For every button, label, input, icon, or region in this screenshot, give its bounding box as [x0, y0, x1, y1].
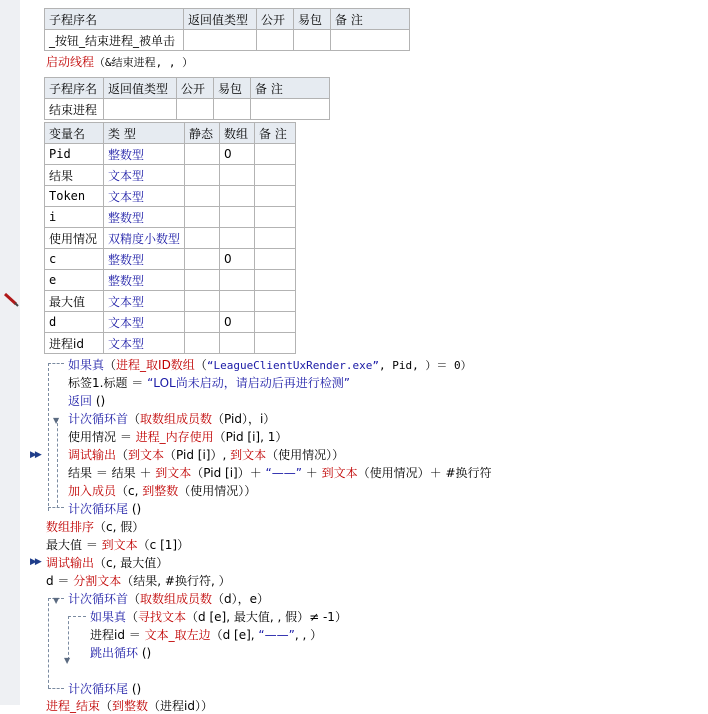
var-static[interactable]	[185, 144, 220, 165]
table-row	[45, 333, 296, 354]
code-line[interactable]	[46, 554, 168, 571]
var-name[interactable]: c	[45, 249, 104, 270]
code-text: （	[128, 412, 141, 426]
code-text: , , ）	[294, 628, 323, 642]
table-row	[45, 186, 296, 207]
code-line[interactable]	[68, 482, 256, 499]
code-line[interactable]	[68, 374, 350, 391]
code-line[interactable]	[46, 53, 193, 70]
keyword: 调试输出	[46, 556, 95, 570]
table-cell[interactable]	[331, 30, 410, 51]
code-line[interactable]	[68, 590, 269, 607]
header-cell: 返回值类型	[104, 78, 177, 99]
editor-gutter	[0, 0, 20, 705]
code-text: （c, 最大值）	[94, 556, 169, 570]
code-text: （进程id））	[148, 699, 213, 713]
code-line[interactable]	[68, 464, 492, 481]
table-cell[interactable]	[257, 30, 294, 51]
var-name[interactable]: 结果	[45, 165, 104, 186]
var-name[interactable]: Token	[45, 186, 104, 207]
flow-arrow-icon: ▼	[64, 656, 71, 665]
keyword: 加入成员	[68, 484, 117, 498]
code-line[interactable]	[68, 428, 287, 445]
code-text: （Pid [i], 1）	[213, 430, 288, 444]
code-text: （d [e], 最大值, , 假）≠ -1）	[186, 610, 347, 624]
keyword: 如果真	[90, 610, 127, 624]
function-name: 进程_取ID数组	[116, 358, 195, 372]
code-text: （c,	[116, 484, 143, 498]
function-name: 到文本	[101, 538, 138, 552]
var-array[interactable]	[220, 186, 255, 207]
var-name[interactable]: d	[45, 312, 104, 333]
table-row	[45, 207, 296, 228]
var-name[interactable]: i	[45, 207, 104, 228]
var-name[interactable]: Pid	[45, 144, 104, 165]
var-name[interactable]: 进程id	[45, 333, 104, 354]
var-note[interactable]	[255, 333, 296, 354]
keyword: 跳出循环	[90, 646, 139, 660]
code-text: （	[128, 592, 141, 606]
code-line[interactable]	[68, 356, 472, 373]
var-note[interactable]	[255, 291, 296, 312]
var-static[interactable]	[185, 186, 220, 207]
function-name: 文本_取左边	[144, 628, 211, 642]
code-text: （c, 假）	[94, 520, 145, 534]
var-note[interactable]	[255, 249, 296, 270]
function-name: 寻找文本	[138, 610, 187, 624]
flow-guide	[48, 507, 64, 508]
function-name: 取数组成员数	[140, 412, 213, 426]
table-row	[45, 144, 296, 165]
table-cell[interactable]	[214, 99, 251, 120]
keyword: 如果真	[68, 358, 105, 372]
header-cell: 易包	[214, 78, 251, 99]
header-cell: 备 注	[251, 78, 330, 99]
code-line[interactable]	[46, 536, 189, 553]
code-line[interactable]	[46, 697, 213, 714]
var-static[interactable]	[185, 270, 220, 291]
code-text: ()	[138, 646, 152, 660]
args: （&结束进程, , ）	[94, 56, 194, 69]
var-type[interactable]: 整数型	[104, 144, 185, 165]
function-name: 到文本	[155, 466, 192, 480]
code-text: 最大值 ＝	[46, 538, 102, 552]
var-array[interactable]	[220, 291, 255, 312]
code-line[interactable]	[68, 500, 141, 517]
code-text: ()	[128, 682, 142, 696]
function-name: 到整数	[142, 484, 179, 498]
var-array[interactable]: 0	[220, 249, 255, 270]
code-line[interactable]	[68, 410, 275, 427]
header-cell: 公开	[257, 9, 294, 30]
subroutine-name[interactable]: 结束进程	[45, 99, 104, 120]
flow-guide	[57, 418, 58, 508]
code-text: （	[116, 448, 129, 462]
var-static[interactable]	[185, 249, 220, 270]
var-note[interactable]	[255, 228, 296, 249]
flow-arrow-icon: ▼	[53, 416, 60, 425]
breakpoint-arrow-icon[interactable]: ▶▶	[30, 557, 40, 567]
function-name: 进程_内存使用	[135, 430, 214, 444]
code-text: （	[104, 358, 117, 372]
function-name: 到文本	[230, 448, 267, 462]
code-text: （c [1]）	[137, 538, 190, 552]
header-cell: 变量名	[45, 123, 104, 144]
var-name[interactable]: e	[45, 270, 104, 291]
header-cell: 易包	[294, 9, 331, 30]
header-cell: 备 注	[331, 9, 410, 30]
code-line[interactable]	[90, 626, 322, 643]
var-array[interactable]: 0	[220, 144, 255, 165]
function-name: 取数组成员数	[140, 592, 213, 606]
keyword: 计次循环尾	[68, 502, 129, 516]
flow-guide	[68, 616, 86, 617]
keyword: 计次循环首	[68, 412, 129, 426]
code-line[interactable]	[90, 644, 151, 661]
keyword: 返回	[68, 394, 93, 408]
string-literal: “——”	[258, 628, 295, 642]
code-line[interactable]	[68, 446, 344, 463]
code-line[interactable]	[46, 572, 231, 589]
function-name: 进程_结束	[46, 699, 101, 713]
table-cell[interactable]	[104, 99, 177, 120]
flow-guide	[68, 616, 69, 660]
header-cell: 返回值类型	[184, 9, 257, 30]
table-row	[45, 270, 296, 291]
var-type[interactable]: 双精度小数型	[104, 228, 185, 249]
string-literal: “LOL尚未启动，请启动后再进行检测”	[147, 376, 350, 390]
breakpoint-arrow-icon[interactable]: ▶▶	[30, 450, 40, 460]
table-row	[45, 312, 296, 333]
code-text: （使用情况）＋ #换行符	[357, 466, 492, 480]
header-cell: 公开	[177, 78, 214, 99]
var-static[interactable]	[185, 228, 220, 249]
var-type[interactable]: 文本型	[104, 291, 185, 312]
code-text: d ＝	[46, 574, 74, 588]
header-cell: 子程序名	[45, 78, 104, 99]
header-cell: 备 注	[255, 123, 296, 144]
code-text: （使用情况））	[178, 484, 257, 498]
header-cell: 子程序名	[45, 9, 184, 30]
function-name: 到整数	[112, 699, 149, 713]
var-array[interactable]	[220, 333, 255, 354]
table-row	[45, 228, 296, 249]
flow-guide	[48, 363, 49, 511]
code-text: （Pid [i]）,	[164, 448, 231, 462]
header-cell: 静态	[185, 123, 220, 144]
code-text: 使用情况 ＝	[68, 430, 136, 444]
code-text: ()	[92, 394, 106, 408]
var-type[interactable]: 整数型	[104, 270, 185, 291]
keyword: 计次循环首	[68, 592, 129, 606]
string-literal: “——”	[265, 466, 302, 480]
var-static[interactable]	[185, 333, 220, 354]
var-static[interactable]	[185, 291, 220, 312]
flow-guide	[48, 598, 49, 688]
code-text: （d），e）	[212, 592, 270, 606]
code-text: （Pid [i]）＋	[191, 466, 266, 480]
code-text: （	[194, 358, 207, 372]
var-type[interactable]: 文本型	[104, 165, 185, 186]
keyword: 调试输出	[68, 448, 117, 462]
subroutine-name[interactable]: _按钮_结束进程_被单击	[45, 30, 184, 51]
var-array[interactable]	[220, 207, 255, 228]
string-literal: “LeagueClientUxRender.exe”	[206, 359, 380, 372]
code-text: , Pid, ）＝ 0）	[379, 359, 472, 372]
code-text: ＋	[301, 466, 322, 480]
code-text: （结果, #换行符, ）	[121, 574, 231, 588]
table-row	[45, 165, 296, 186]
var-name[interactable]: 使用情况	[45, 228, 104, 249]
table-row	[45, 291, 296, 312]
table-row	[45, 249, 296, 270]
var-type[interactable]: 整数型	[104, 207, 185, 228]
var-array[interactable]: 0	[220, 312, 255, 333]
var-note[interactable]	[255, 207, 296, 228]
var-name[interactable]: 最大值	[45, 291, 104, 312]
var-static[interactable]	[185, 312, 220, 333]
code-text: 进程id ＝	[90, 628, 145, 642]
table-cell[interactable]	[184, 30, 257, 51]
var-type[interactable]: 整数型	[104, 249, 185, 270]
var-type[interactable]: 文本型	[104, 333, 185, 354]
flow-arrow-icon: ▼	[53, 596, 60, 605]
table-cell[interactable]	[251, 99, 330, 120]
code-text: ()	[128, 502, 142, 516]
code-text: （	[126, 610, 139, 624]
code-line[interactable]	[68, 680, 141, 697]
var-static[interactable]	[185, 207, 220, 228]
flow-guide	[48, 363, 64, 364]
code-line[interactable]	[90, 608, 347, 625]
var-note[interactable]	[255, 186, 296, 207]
function-name: 到文本	[321, 466, 358, 480]
code-text: （d [e],	[210, 628, 259, 642]
code-text: 标签1.标题 ＝	[68, 376, 148, 390]
variables-table	[44, 122, 296, 354]
var-note[interactable]	[255, 312, 296, 333]
flow-guide	[48, 688, 64, 689]
code-line[interactable]	[46, 518, 144, 535]
var-type[interactable]: 文本型	[104, 186, 185, 207]
var-array[interactable]	[220, 270, 255, 291]
code-text: 结果 ＝ 结果 ＋	[68, 466, 156, 480]
code-text: （Pid），i）	[212, 412, 276, 426]
var-array[interactable]	[220, 165, 255, 186]
subroutine-table-2	[44, 77, 330, 120]
pencil-icon	[3, 292, 19, 308]
table-cell[interactable]	[177, 99, 214, 120]
var-static[interactable]	[185, 165, 220, 186]
var-note[interactable]	[255, 165, 296, 186]
code-text: （使用情况））	[266, 448, 345, 462]
var-type[interactable]: 文本型	[104, 312, 185, 333]
code-text: （	[100, 699, 113, 713]
keyword: 计次循环尾	[68, 682, 129, 696]
keyword: 启动线程	[46, 55, 95, 69]
function-name: 分割文本	[73, 574, 122, 588]
code-line[interactable]	[68, 392, 105, 409]
var-array[interactable]	[220, 228, 255, 249]
table-cell[interactable]	[294, 30, 331, 51]
var-note[interactable]	[255, 270, 296, 291]
header-cell: 类 型	[104, 123, 185, 144]
header-cell: 数组	[220, 123, 255, 144]
function-name: 到文本	[128, 448, 165, 462]
keyword: 数组排序	[46, 520, 95, 534]
var-note[interactable]	[255, 144, 296, 165]
subroutine-table-1	[44, 8, 410, 51]
